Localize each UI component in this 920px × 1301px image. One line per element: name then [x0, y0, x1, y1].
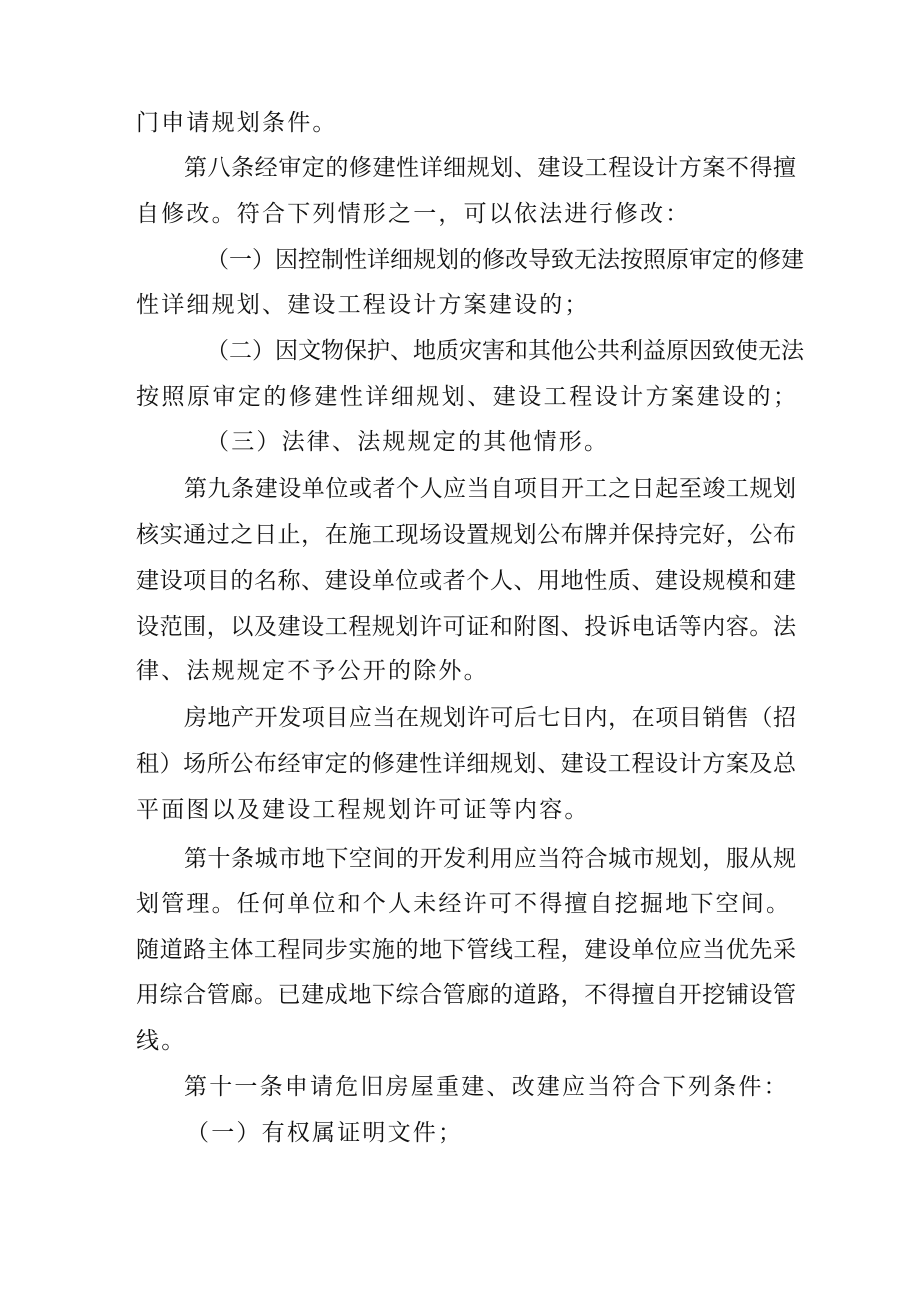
text-line: 线。 [136, 1028, 187, 1054]
text-line: 性详细规划、建设工程设计方案建设的； [136, 292, 590, 318]
text-line: 第八条经审定的修建性详细规划、建设工程设计方案不得擅 [184, 155, 796, 181]
text-line: 划管理。任何单位和个人未经许可不得擅自挖掘地下空间。 [136, 891, 792, 917]
text-line: （一）有权属证明文件； [186, 1120, 464, 1146]
text-line: 核实通过之日止，在施工现场设置规划公布牌并保持完好，公布 [136, 522, 796, 548]
text-line: 按照原审定的修建性详细规划、建设工程设计方案建设的； [136, 384, 796, 410]
text-line: 租）场所公布经审定的修建性详细规划、建设工程设计方案及总 [136, 751, 796, 777]
text-line: 自修改。符合下列情形之一，可以依法进行修改： [136, 201, 691, 227]
text-line: 第十条城市地下空间的开发利用应当符合城市规划，服从规 [184, 846, 796, 872]
text-line: 门申请规划条件。 [136, 110, 338, 136]
text-line: （三）法律、法规规定的其他情形。 [206, 429, 610, 455]
text-line: 房地产开发项目应当在规划许可后七日内，在项目销售（招 [184, 705, 796, 731]
text-line: 用综合管廊。已建成地下综合管廊的道路，不得擅自开挖铺设管 [136, 982, 796, 1008]
text-line: 第十一条申请危旧房屋重建、改建应当符合下列条件： [184, 1074, 789, 1100]
text-line: 建设项目的名称、建设单位或者个人、用地性质、建设规模和建 [136, 568, 796, 594]
text-line: 平面图以及建设工程规划许可证等内容。 [136, 797, 590, 823]
text-line: 设范围，以及建设工程规划许可证和附图、投诉电话等内容。法 [136, 614, 796, 640]
text-line: 随道路主体工程同步实施的地下管线工程，建设单位应当优先采 [136, 937, 796, 963]
text-line: （一）因控制性详细规划的修改导致无法按照原审定的修建 [206, 247, 804, 273]
text-line: （二）因文物保护、地质灾害和其他公共利益原因致使无法 [206, 338, 804, 364]
text-line: 第九条建设单位或者个人应当自项目开工之日起至竣工规划 [184, 476, 796, 502]
text-line: 律、法规规定不予公开的除外。 [136, 658, 489, 684]
